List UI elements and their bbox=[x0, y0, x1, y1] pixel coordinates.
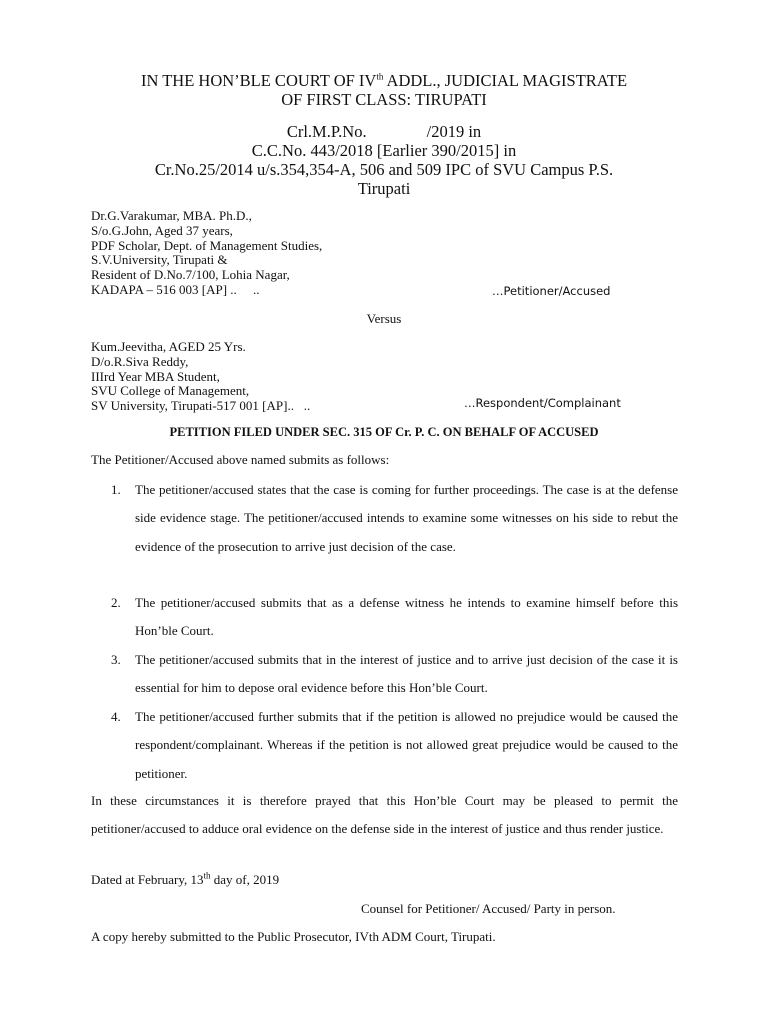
case-reference bbox=[0, 122, 768, 198]
petitioner-line: KADAPA – 516 003 [AP] .. .. bbox=[91, 281, 260, 297]
crl-mp-number bbox=[0, 122, 768, 141]
point-text: The petitioner/accused submits that as a defense witness he intends to examine himself before this Hon’ble Court. bbox=[135, 595, 678, 639]
list-item bbox=[91, 589, 678, 646]
petitioner-line: Resident of D.No.7/100, Lohia Nagar, bbox=[91, 267, 290, 283]
point-text: The petitioner/accused submits that in the interest of justice and to arrive just decision of the case it is essential for him to depose oral evidence before this Hon’ble Court. bbox=[135, 652, 678, 696]
petitioner-line: S.V.University, Tirupati & bbox=[91, 252, 228, 268]
case-place: Tirupati bbox=[357, 179, 411, 198]
submission-points bbox=[91, 476, 678, 788]
cc-number: C.C.No. 443/2018 [Earlier 390/2015] in bbox=[251, 141, 517, 160]
court-title-text-rest: ADDL., JUDICIAL MAGISTRATE bbox=[383, 71, 628, 90]
crl-mp-prefix: Crl.M.P.No. bbox=[286, 122, 367, 141]
court-title-text: IN THE HON’BLE COURT OF IV bbox=[140, 71, 377, 90]
respondent-line: D/o.R.Siva Reddy, bbox=[91, 353, 189, 369]
petitioner-line: S/o.G.John, Aged 37 years, bbox=[91, 222, 233, 238]
crl-mp-suffix: /2019 in bbox=[426, 122, 482, 141]
date-text: Dated at February, 13 bbox=[91, 872, 204, 887]
petitioner-line: PDF Scholar, Dept. of Management Studies, bbox=[91, 237, 323, 253]
date-line bbox=[91, 872, 279, 888]
point-number: 1. bbox=[111, 482, 121, 497]
point-number: 2. bbox=[111, 595, 121, 610]
respondent-line: Kum.Jeevitha, AGED 25 Yrs. bbox=[91, 339, 246, 354]
list-item bbox=[91, 646, 678, 703]
petitioner-role: …Petitioner/Accused bbox=[492, 284, 611, 298]
crime-number: Cr.No.25/2014 u/s.354,354-A, 506 and 509 IPC of SVU Campus P.S. bbox=[154, 160, 614, 179]
court-title-line-1 bbox=[0, 71, 768, 90]
point-number: 3. bbox=[111, 652, 121, 667]
date-superscript: th bbox=[203, 870, 211, 881]
court-title-line-2: OF FIRST CLASS: TIRUPATI bbox=[281, 90, 487, 109]
respondent-role: …Respondent/Complainant bbox=[464, 396, 621, 410]
point-text: The petitioner/accused further submits that if the petition is allowed no prejudice would be caused the respondent/complainant. Whereas if the petition is not allowed great prejudice would be caused to the petitioner. bbox=[135, 709, 678, 781]
respondent-line: SVU College of Management, bbox=[91, 383, 250, 399]
list-item bbox=[91, 703, 678, 788]
petitioner-line: Dr.G.Varakumar, MBA. Ph.D., bbox=[91, 208, 252, 223]
list-item bbox=[91, 476, 678, 589]
respondent-line: IIIrd Year MBA Student, bbox=[91, 368, 220, 384]
respondent-line: SV University, Tirupati-517 001 [AP].. .. bbox=[91, 398, 311, 414]
intro-text: The Petitioner/Accused above named submits as follows: bbox=[91, 452, 390, 467]
court-title-superscript: th bbox=[376, 71, 384, 82]
point-text: The petitioner/accused states that the case is coming for further proceedings. The case is at the defense side evidence stage. The petitioner/accused intends to examine some witnesses on his side to rebut the evidence of the prosecution to arrive just decision of the case. bbox=[135, 482, 678, 554]
counsel-signature-line: Counsel for Petitioner/ Accused/ Party in person. bbox=[361, 901, 616, 916]
prayer-paragraph: In these circumstances it is therefore prayed that this Hon’ble Court may be pleased to permit the petitioner/accused to adduce oral evidence on the defense side in the interest of justice and thus render justice. bbox=[91, 793, 678, 837]
date-text-rest: day of, 2019 bbox=[210, 872, 280, 887]
petition-heading: PETITION FILED UNDER SEC. 315 OF Cr. P. C. ON BEHALF OF ACCUSED bbox=[169, 425, 599, 439]
court-title bbox=[0, 71, 768, 109]
point-number: 4. bbox=[111, 709, 121, 724]
respondent-details bbox=[91, 340, 310, 414]
versus-label: Versus bbox=[366, 311, 402, 326]
petitioner-details bbox=[91, 209, 322, 298]
copy-submission-note: A copy hereby submitted to the Public Prosecutor, IVth ADM Court, Tirupati. bbox=[91, 929, 496, 944]
